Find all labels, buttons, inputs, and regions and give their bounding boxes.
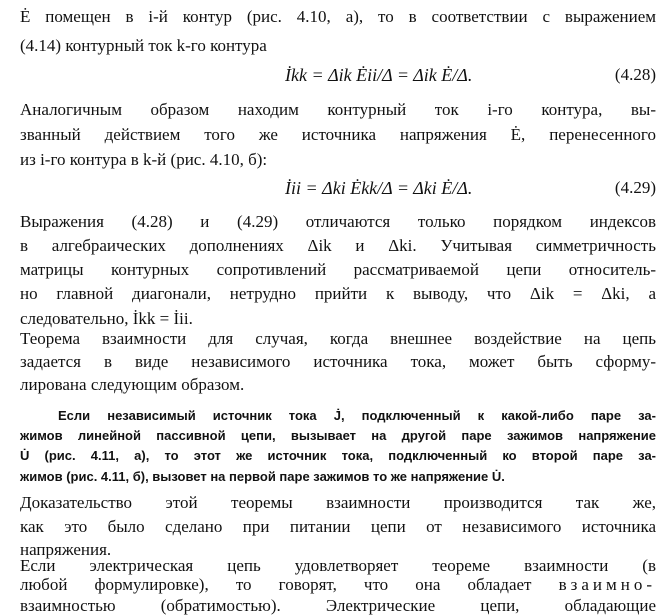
- text-line: званный действием того же источника напряжения Ė, перенесенного: [20, 125, 656, 144]
- equation-number: (4.28): [614, 65, 656, 84]
- equation-4-28: [20, 63, 656, 87]
- text-line: (4.14) контурный ток k-го контура: [20, 36, 267, 55]
- theorem-line: жимов линейной пассивной цепи, вызывает на другой паре зажимов напряжение: [20, 428, 656, 443]
- text-line: Ė помещен в i-й контур (рис. 4.10, а), то в соответствии с выражением: [20, 7, 656, 26]
- text-line: как это было сделано при питании цепи от независимого источника: [20, 517, 656, 536]
- text-line: задается в виде независимого источника тока, может быть сформу-: [20, 352, 656, 371]
- text-line: матрицы контурных сопротивлений рассматриваемой цепи относитель-: [20, 260, 656, 279]
- text-line: Выражения (4.28) и (4.29) отличаются только порядком индексов: [20, 212, 656, 231]
- theorem-line: U̇ (рис. 4.11, а), то этот же источник тока, подключенный ко второй паре за-: [20, 448, 656, 463]
- text-line: лирована следующим образом.: [20, 375, 245, 394]
- text-line: но главной диагонали, нетрудно прийти к выводу, что Δik = Δki, а: [20, 284, 656, 303]
- text-line: взаимностью (обратимостью). Электрические цепи, обладающие: [20, 596, 656, 615]
- emphasized-term: взаимно-: [558, 575, 657, 594]
- theorem-line: Если независимый источник тока J̇, подключенный к какой-либо паре за-: [58, 408, 656, 423]
- equation-formula: İii = Δki Ėkk/Δ = Δki Ė/Δ.: [285, 178, 473, 198]
- equation-4-29: [20, 176, 656, 200]
- theorem-line: жимов (рис. 4.11, б), вызовет на первой паре зажимов то же напряжение U̇.: [20, 469, 505, 484]
- text-line: Аналогичным образом находим контурный ток i-го контура, вы-: [20, 100, 656, 119]
- equation-number: (4.29): [614, 178, 656, 197]
- text-line: [20, 574, 656, 595]
- text-line: из i-го контура в k-й (рис. 4.10, б):: [20, 150, 268, 169]
- text-fragment: любой формулировке), то говорят, что она обладает: [20, 575, 532, 594]
- text-line: Теорема взаимности для случая, когда внешнее воздействие на цепь: [20, 329, 656, 348]
- text-line: следовательно, İkk = İii.: [20, 309, 193, 328]
- equation-formula: İkk = Δik Ėii/Δ = Δik Ė/Δ.: [285, 65, 473, 85]
- text-line: Если электрическая цепь удовлетворяет теореме взаимности (в: [20, 556, 656, 575]
- text-line: в алгебраических дополнениях Δik и Δki. Учитывая симметричность: [20, 236, 656, 255]
- text-line: Доказательство этой теоремы взаимности производится так же,: [20, 493, 656, 512]
- text-line: напряжения.: [20, 540, 112, 559]
